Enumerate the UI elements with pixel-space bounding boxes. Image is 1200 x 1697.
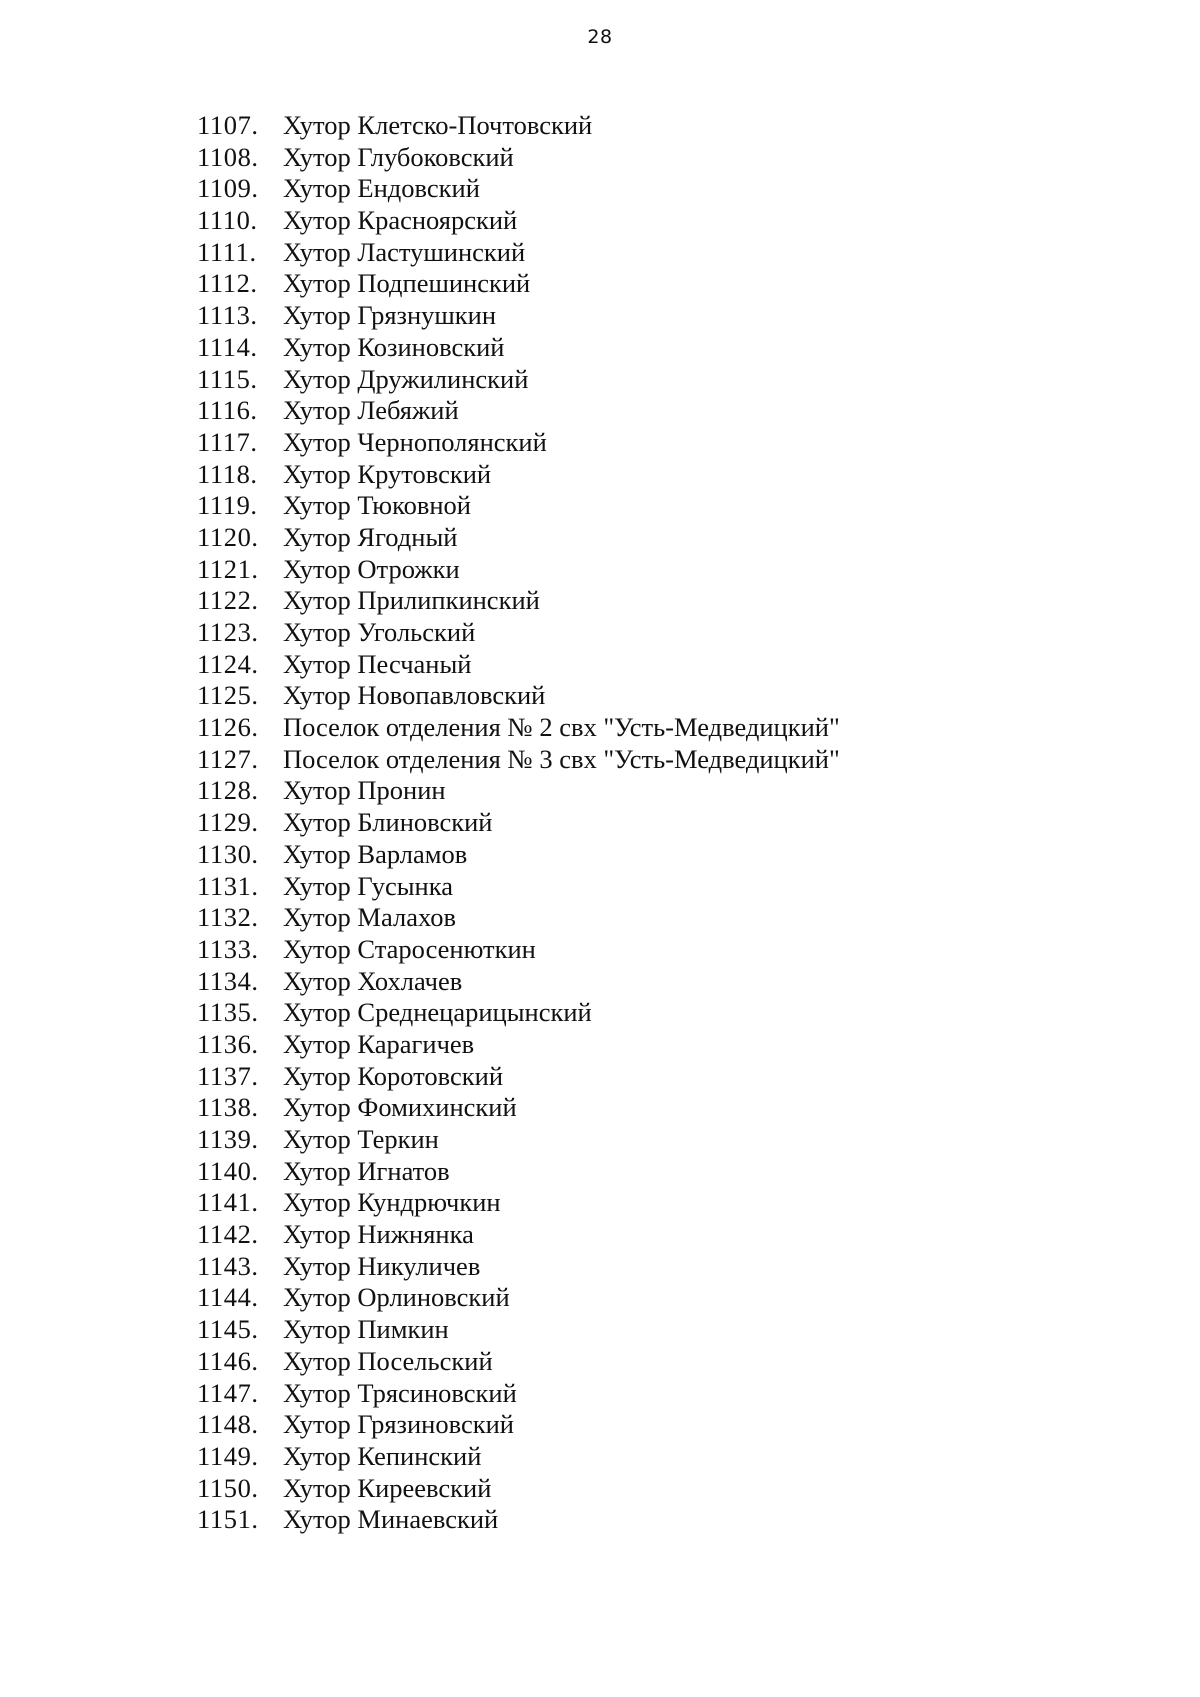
list-item-name: Хутор Хохлачев bbox=[283, 965, 463, 996]
list-item bbox=[197, 300, 840, 332]
list-item bbox=[197, 712, 840, 744]
list-item bbox=[197, 490, 840, 522]
list-item-number: 1109. bbox=[197, 173, 259, 204]
list-item-number: 1149. bbox=[197, 1440, 259, 1471]
list-item-name: Хутор Кепинский bbox=[283, 1440, 482, 1471]
list-item-name: Хутор Пронин bbox=[283, 775, 446, 806]
list-item bbox=[197, 1029, 840, 1061]
list-item-name: Хутор Карагичев bbox=[283, 1028, 475, 1059]
list-item-number: 1124. bbox=[197, 648, 259, 679]
list-item-name: Хутор Прилипкинский bbox=[283, 585, 540, 616]
list-item bbox=[197, 1504, 840, 1536]
list-item bbox=[197, 902, 840, 934]
list-item bbox=[197, 775, 840, 807]
list-item-name: Хутор Кундрючкин bbox=[283, 1187, 501, 1218]
list-item-number: 1139. bbox=[197, 1124, 259, 1154]
list-item bbox=[197, 1156, 840, 1188]
list-item-number: 1122. bbox=[197, 585, 259, 616]
list-item-number: 1150. bbox=[197, 1472, 259, 1503]
list-item-number: 1113. bbox=[197, 300, 258, 331]
list-item bbox=[197, 839, 840, 871]
list-item-name: Хутор Посельский bbox=[283, 1345, 493, 1376]
list-item-number: 1117. bbox=[197, 426, 258, 457]
list-item-number: 1132. bbox=[197, 902, 259, 933]
list-item-number: 1131. bbox=[197, 870, 259, 901]
list-item-number: 1107. bbox=[197, 110, 259, 140]
list-item-number: 1134. bbox=[197, 965, 259, 996]
list-item-number: 1148. bbox=[197, 1409, 259, 1440]
list-item-name: Хутор Красноярский bbox=[283, 205, 518, 236]
list-item bbox=[197, 649, 840, 681]
list-item-number: 1141. bbox=[197, 1187, 259, 1218]
list-item-number: 1147. bbox=[197, 1377, 259, 1408]
list-item-name: Хутор Пимкин bbox=[283, 1314, 449, 1345]
list-item-name: Хутор Среднецарицынский bbox=[283, 997, 592, 1028]
list-item bbox=[197, 1378, 840, 1410]
list-item bbox=[197, 1124, 840, 1156]
list-item-name: Хутор Ендовский bbox=[283, 173, 480, 204]
list-item-name: Хутор Грязиновский bbox=[283, 1409, 514, 1440]
list-item bbox=[197, 1441, 840, 1473]
list-item-name: Хутор Малахов bbox=[283, 902, 456, 933]
list-item-number: 1115. bbox=[197, 363, 258, 394]
list-item-number: 1114. bbox=[197, 331, 258, 362]
list-item bbox=[197, 459, 840, 491]
list-item bbox=[197, 237, 840, 269]
list-item bbox=[197, 1282, 840, 1314]
list-item-name: Хутор Орлиновский bbox=[283, 1282, 510, 1313]
list-item bbox=[197, 744, 840, 776]
list-item-name: Хутор Никуличев bbox=[283, 1250, 481, 1281]
page-number: 28 bbox=[587, 26, 613, 48]
list-item-number: 1135. bbox=[197, 997, 259, 1028]
list-item bbox=[197, 427, 840, 459]
list-item bbox=[197, 364, 840, 396]
list-item-name: Хутор Глубоковский bbox=[283, 141, 514, 172]
list-item bbox=[197, 1346, 840, 1378]
list-item bbox=[197, 110, 840, 142]
list-item bbox=[197, 173, 840, 205]
list-item-number: 1133. bbox=[197, 933, 259, 964]
list-item-name: Хутор Козиновский bbox=[283, 331, 505, 362]
list-item-number: 1125. bbox=[197, 680, 259, 711]
list-item-number: 1123. bbox=[197, 617, 259, 647]
list-item-name: Поселок отделения № 2 свх "Усть-Медведицкий" bbox=[283, 712, 840, 743]
list-item-number: 1110. bbox=[197, 205, 258, 236]
list-item-name: Хутор Отрожки bbox=[283, 553, 460, 584]
list-item bbox=[197, 1219, 840, 1251]
list-item-number: 1121. bbox=[197, 553, 259, 584]
list-item-number: 1136. bbox=[197, 1028, 259, 1059]
list-item bbox=[197, 617, 840, 649]
list-item-name: Хутор Ягодный bbox=[283, 521, 458, 552]
list-item-number: 1129. bbox=[197, 807, 259, 838]
list-item-number: 1151. bbox=[197, 1504, 259, 1535]
list-item bbox=[197, 395, 840, 427]
list-item-name: Хутор Варламов bbox=[283, 838, 468, 869]
list-item bbox=[197, 554, 840, 586]
list-item-name: Хутор Тюковной bbox=[283, 490, 471, 521]
list-item bbox=[197, 1251, 840, 1283]
list-item-number: 1119. bbox=[197, 490, 258, 521]
list-item-number: 1142. bbox=[197, 1219, 259, 1250]
list-item-name: Хутор Чернополянский bbox=[283, 426, 547, 457]
list-item bbox=[197, 680, 840, 712]
list-item-name: Хутор Коротовский bbox=[283, 1060, 504, 1091]
list-item bbox=[197, 332, 840, 364]
list-item-name: Хутор Крутовский bbox=[283, 458, 492, 489]
list-item bbox=[197, 205, 840, 237]
list-item-number: 1127. bbox=[197, 743, 259, 774]
list-item bbox=[197, 268, 840, 300]
list-item bbox=[197, 1314, 840, 1346]
list-item-number: 1108. bbox=[197, 141, 259, 172]
list-item bbox=[197, 1061, 840, 1093]
list-item-name: Хутор Киреевский bbox=[283, 1472, 492, 1503]
list-item-name: Хутор Угольский bbox=[283, 617, 476, 647]
list-item-name: Хутор Лебяжий bbox=[283, 395, 459, 426]
list-item bbox=[197, 1409, 840, 1441]
list-item-name: Хутор Минаевский bbox=[283, 1504, 499, 1535]
list-item-number: 1137. bbox=[197, 1060, 259, 1091]
list-item bbox=[197, 934, 840, 966]
list-item bbox=[197, 585, 840, 617]
list-item-name: Хутор Теркин bbox=[283, 1124, 439, 1154]
list-item bbox=[197, 1092, 840, 1124]
list-item-name: Хутор Трясиновский bbox=[283, 1377, 517, 1408]
list-item-name: Хутор Песчаный bbox=[283, 648, 472, 679]
list-item-name: Хутор Старосенюткин bbox=[283, 933, 536, 964]
list-item-number: 1112. bbox=[197, 268, 258, 299]
list-item-number: 1140. bbox=[197, 1155, 259, 1186]
list-item-name: Хутор Клетско-Почтовский bbox=[283, 110, 593, 140]
list-item bbox=[197, 966, 840, 998]
list-item-number: 1138. bbox=[197, 1092, 259, 1123]
list-item-name: Хутор Гусынка bbox=[283, 870, 453, 901]
list-item-number: 1143. bbox=[197, 1250, 259, 1281]
list-item-number: 1118. bbox=[197, 458, 258, 489]
list-item-number: 1116. bbox=[197, 395, 258, 426]
list-item-number: 1126. bbox=[197, 712, 259, 743]
list-item-number: 1128. bbox=[197, 775, 259, 806]
list-item-name: Хутор Ластушинский bbox=[283, 236, 526, 267]
list-item bbox=[197, 142, 840, 174]
list-item bbox=[197, 807, 840, 839]
list-item-name: Хутор Новопавловский bbox=[283, 680, 546, 711]
list-item bbox=[197, 522, 840, 554]
list-item bbox=[197, 1473, 840, 1505]
list-item-number: 1144. bbox=[197, 1282, 259, 1313]
list-item-name: Хутор Блиновский bbox=[283, 807, 493, 838]
list-item-name: Хутор Фомихинский bbox=[283, 1092, 517, 1123]
list-item bbox=[197, 871, 840, 903]
list-item-number: 1120. bbox=[197, 521, 259, 552]
list-item bbox=[197, 1187, 840, 1219]
list-item-number: 1130. bbox=[197, 838, 259, 869]
list-item-name: Хутор Подпешинский bbox=[283, 268, 531, 299]
list-item-number: 1111. bbox=[197, 236, 257, 267]
settlement-list bbox=[197, 110, 840, 1536]
list-item-name: Поселок отделения № 3 свх "Усть-Медведицкий" bbox=[283, 743, 840, 774]
list-item-number: 1146. bbox=[197, 1345, 259, 1376]
list-item-name: Хутор Нижнянка bbox=[283, 1219, 474, 1250]
list-item-name: Хутор Игнатов bbox=[283, 1155, 450, 1186]
list-item-name: Хутор Грязнушкин bbox=[283, 300, 497, 331]
list-item-name: Хутор Дружилинский bbox=[283, 363, 529, 394]
list-item-number: 1145. bbox=[197, 1314, 259, 1345]
list-item bbox=[197, 997, 840, 1029]
